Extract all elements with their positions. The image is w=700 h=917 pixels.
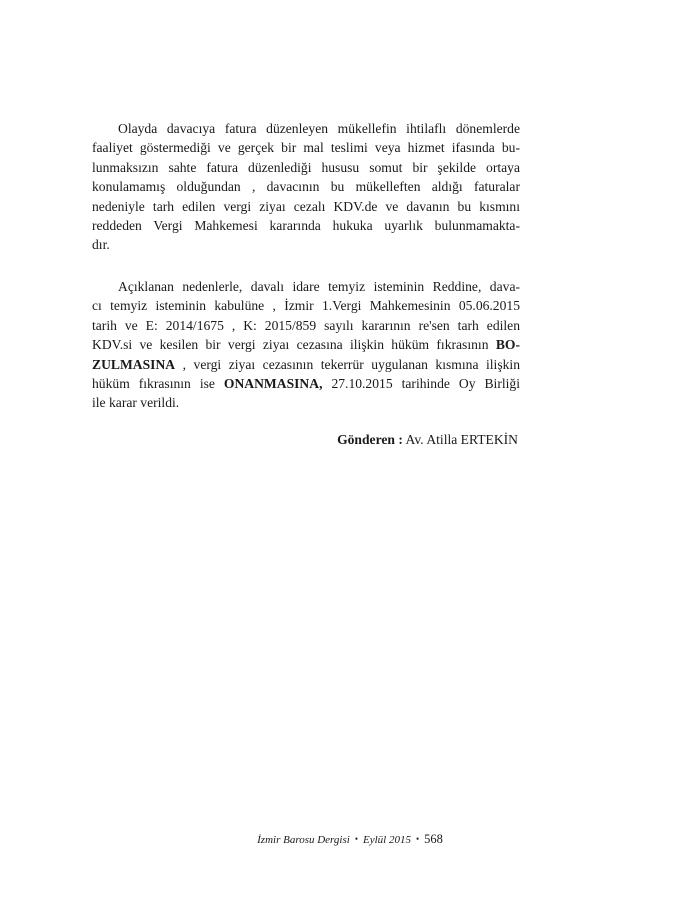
bullet-separator: • [354, 834, 358, 844]
journal-issue: Eylül 2015 [362, 834, 411, 846]
decision-word-bold: ZULMASINA [92, 356, 176, 372]
paragraph-line: lunmaksızın sahte fatura düzenlediği hususu somut bir şekilde ortaya [92, 159, 520, 175]
paragraph-line: faaliyet göstermediği ve gerçek bir mal teslimi veya hizmet ifasında bu- [92, 140, 520, 156]
paragraph-line [92, 355, 520, 374]
paragraph-1 [92, 119, 520, 255]
paragraph-line: dır. [92, 237, 110, 253]
line-text: 27.10.2015 tarihinde Oy Birliği [322, 375, 520, 391]
page-number: 568 [424, 832, 443, 846]
line-text: hüküm fıkrasının ise [92, 375, 224, 391]
paragraph-line: tarih ve E: 2014/1675 , K: 2015/859 sayılı kararının re'sen tarh edilen [92, 317, 520, 333]
paragraph-line: Olayda davacıya fatura düzenleyen mükellefin ihtilaflı dönemlerde [118, 121, 520, 136]
sender-signature [92, 430, 518, 449]
line-text: , vergi ziyaı cezasının tekerrür uygulanan kısmına ilişkin [175, 356, 520, 372]
decision-word-bold: BO- [495, 337, 520, 353]
paragraph-line [92, 335, 520, 354]
decision-word-bold: ONANMASINA, [223, 375, 323, 391]
paragraph-line: ile karar verildi. [92, 395, 180, 411]
paragraph-line: nedeniyle tarh edilen vergi ziyaı cezalı KDV.de ve davanın bu kısmını [92, 198, 520, 214]
sender-name: Av. Atilla ERTEKİN [402, 432, 518, 447]
paragraph-line: reddeden Vergi Mahkemesi kararında hukuka uyarlık bulunmamakta- [92, 217, 520, 233]
paragraph-line [92, 374, 520, 393]
paragraph-line: konulamamış olduğundan , davacının bu mükelleften aldığı faturalar [92, 179, 520, 195]
sender-label: Gönderen : [337, 432, 403, 447]
page-footer [0, 832, 700, 847]
paragraph-line: Açıklanan nedenlerle, davalı idare temyiz isteminin Reddine, dava- [118, 279, 520, 294]
bullet-separator: • [415, 834, 420, 844]
paragraph-line: cı temyiz isteminin kabulüne , İzmir 1.Vergi Mahkemesinin 05.06.2015 [92, 298, 520, 314]
paragraph-2 [92, 277, 520, 413]
journal-name: İzmir Barosu Dergisi [257, 834, 350, 846]
line-text: KDV.si ve kesilen bir vergi ziyaı cezasına ilişkin hüküm fıkrasının [92, 337, 496, 353]
